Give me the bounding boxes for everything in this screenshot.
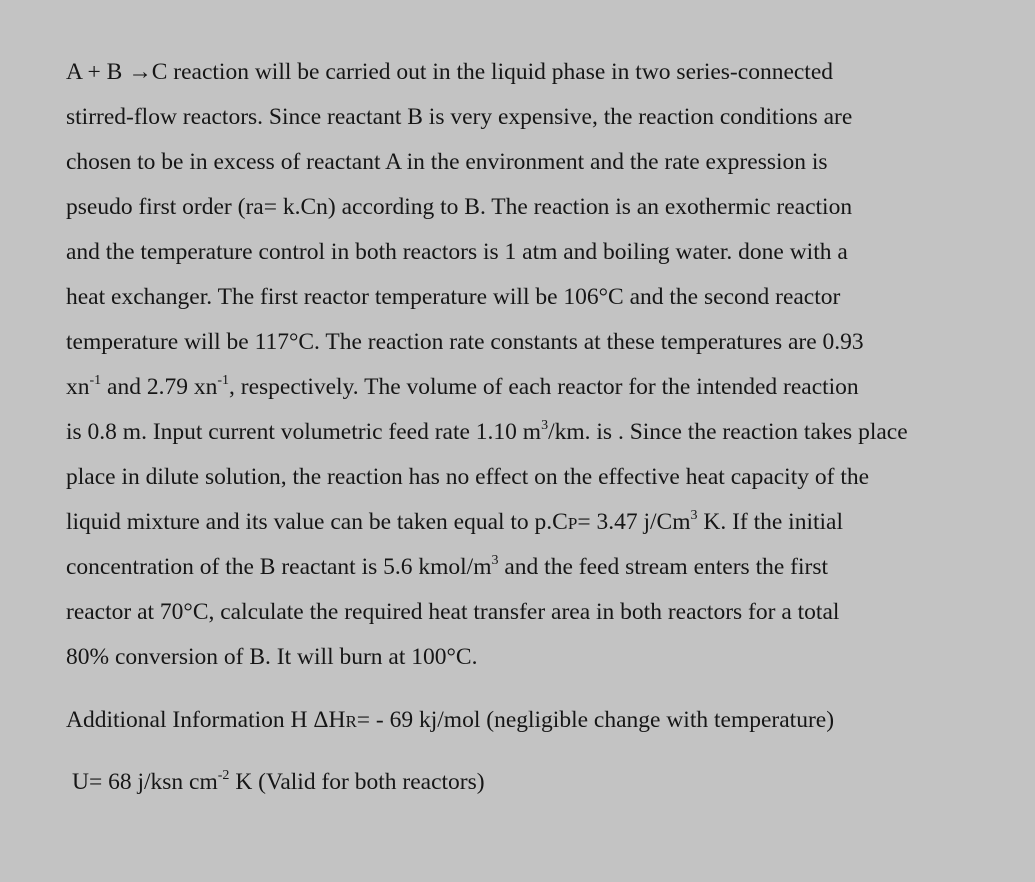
problem-line-10: place in dilute solution, the reaction has no effect on the effective heat capacity of the — [66, 464, 870, 490]
problem-line-2: stirred-flow reactors. Since reactant B is very expensive, the reaction conditions are — [66, 104, 853, 130]
problem-line-7: temperature will be 117°C. The reaction rate constants at these temperatures are 0.93 — [66, 329, 864, 355]
problem-line-9: is 0.8 m. Input current volumetric feed rate 1.10 $m^3/km$. is . Since the reaction takes place — [66, 418, 908, 445]
problem-line-4: pseudo first order (ra= k.Cn) according to B. The reaction is an exothermic reaction — [66, 194, 853, 220]
problem-line-11: liquid mixture and its value can be taken equal to p.CP= 3.47 j/Cm$^3$ K. If the initial — [66, 508, 844, 535]
heat-transfer-coefficient-line: U= 68 j/ksn $cm^{-2}$ K (Valid for both reactors) — [72, 768, 485, 795]
problem-line-6: heat exchanger. The first reactor temperature will be 106°C and the second reactor — [66, 284, 841, 310]
problem-line-3: chosen to be in excess of reactant A in the environment and the rate expression is — [66, 149, 828, 175]
additional-info-line: Additional Information H ΔHR= - 69 kj/mol (negligible change with temperature) — [66, 707, 835, 733]
problem-line-14: 80% conversion of B. It will burn at 100°C. — [66, 644, 478, 670]
problem-line-1: A + B →C reaction will be carried out in the liquid phase in two series-connected — [66, 59, 834, 85]
problem-line-12: concentration of the B reactant is 5.6 kmol/$m^3$ and the feed stream enters the first — [66, 553, 829, 580]
problem-line-13: reactor at 70°C, calculate the required heat transfer area in both reactors for a total — [66, 599, 840, 625]
problem-line-8: $xn^{-1}$ and 2.79 $xn^{-1}$, respectively. The volume of each reactor for the intended reaction — [66, 373, 859, 400]
problem-line-5: and the temperature control in both reactors is 1 atm and boiling water. done with a — [66, 239, 848, 265]
